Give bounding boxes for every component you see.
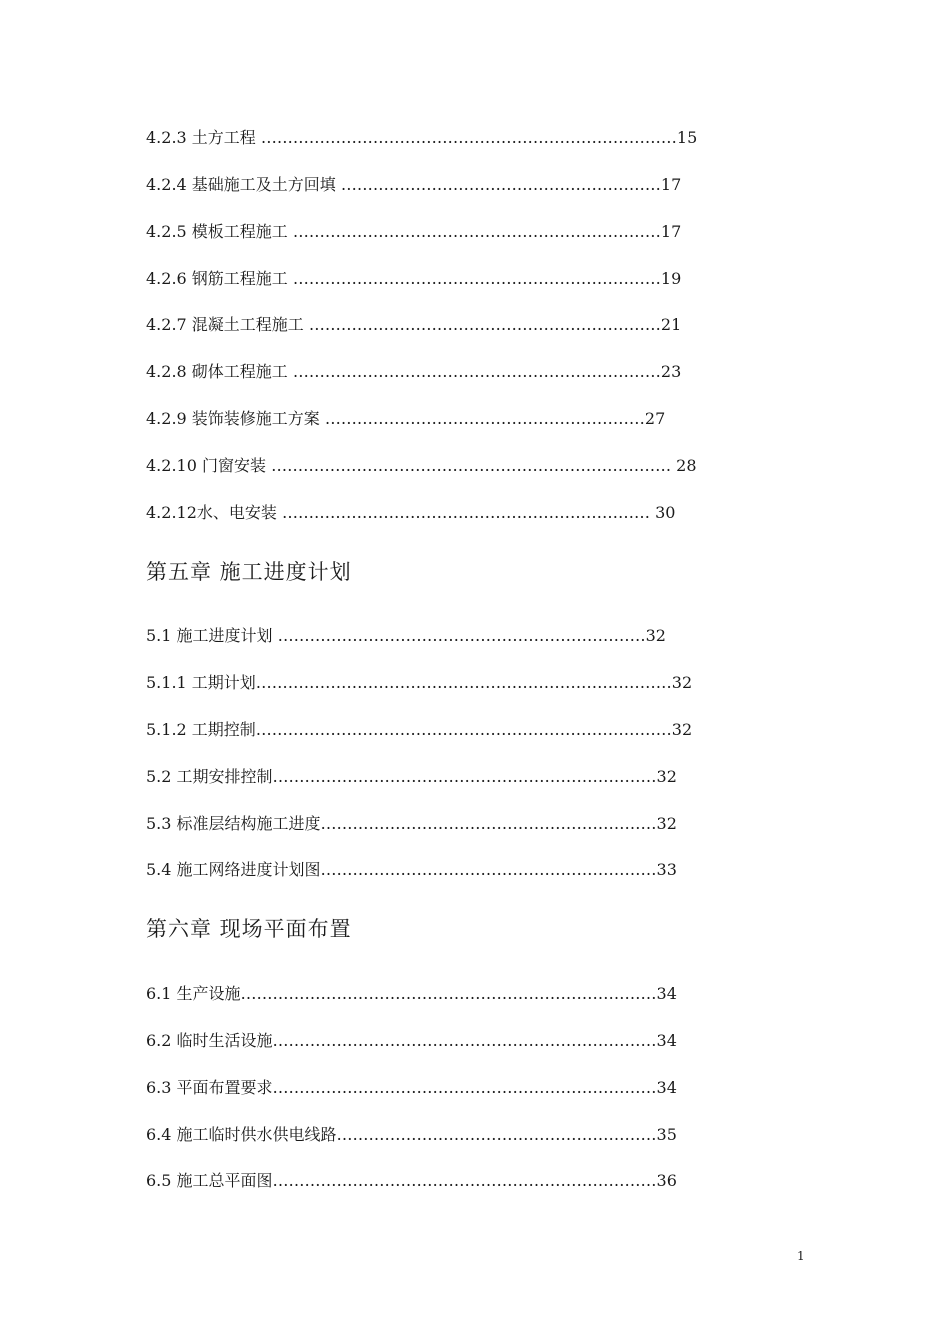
toc-entry[interactable]: 4.2.4 基础施工及土方回填 ……………………………………………………17 (146, 175, 682, 194)
chapter-heading-6: 第六章 现场平面布置 (146, 917, 352, 941)
toc-entry[interactable]: 4.2.3 土方工程 ……………………………………………………………………15 (146, 128, 698, 147)
toc-entry[interactable]: 5.1.1 工期计划……………………………………………………………………32 (146, 673, 693, 692)
page-number: 1 (797, 1249, 805, 1263)
toc-entry[interactable]: 5.3 标准层结构施工进度………………………………………………………32 (146, 814, 677, 833)
toc-entry[interactable]: 4.2.9 装饰装修施工方案 ……………………………………………………27 (146, 409, 666, 428)
toc-entry[interactable]: 6.3 平面布置要求………………………………………………………………34 (146, 1078, 677, 1097)
chapter-heading-5: 第五章 施工进度计划 (146, 560, 352, 584)
toc-entry[interactable]: 6.2 临时生活设施………………………………………………………………34 (146, 1031, 677, 1050)
toc-entry[interactable]: 6.4 施工临时供水供电线路……………………………………………………35 (146, 1125, 677, 1144)
toc-entry[interactable]: 5.1.2 工期控制……………………………………………………………………32 (146, 720, 693, 739)
toc-entry[interactable]: 4.2.12水、电安装 …………………………………………………………… 30 (146, 503, 676, 522)
toc-entry[interactable]: 4.2.7 混凝土工程施工 …………………………………………………………21 (146, 315, 682, 334)
toc-entry[interactable]: 6.1 生产设施……………………………………………………………………34 (146, 984, 677, 1003)
toc-entry[interactable]: 5.2 工期安排控制………………………………………………………………32 (146, 767, 677, 786)
toc-entry[interactable]: 5.1 施工进度计划 ……………………………………………………………32 (146, 626, 666, 645)
toc-entry[interactable]: 5.4 施工网络进度计划图………………………………………………………33 (146, 860, 677, 879)
toc-entry[interactable]: 4.2.8 砌体工程施工 ……………………………………………………………23 (146, 362, 682, 381)
toc-entry[interactable]: 4.2.6 钢筋工程施工 ……………………………………………………………19 (146, 269, 682, 288)
toc-entry[interactable]: 4.2.10 门窗安装 ………………………………………………………………… 28 (146, 456, 697, 475)
toc-entry[interactable]: 4.2.5 模板工程施工 ……………………………………………………………17 (146, 222, 682, 241)
toc-entry[interactable]: 6.5 施工总平面图………………………………………………………………36 (146, 1171, 677, 1190)
